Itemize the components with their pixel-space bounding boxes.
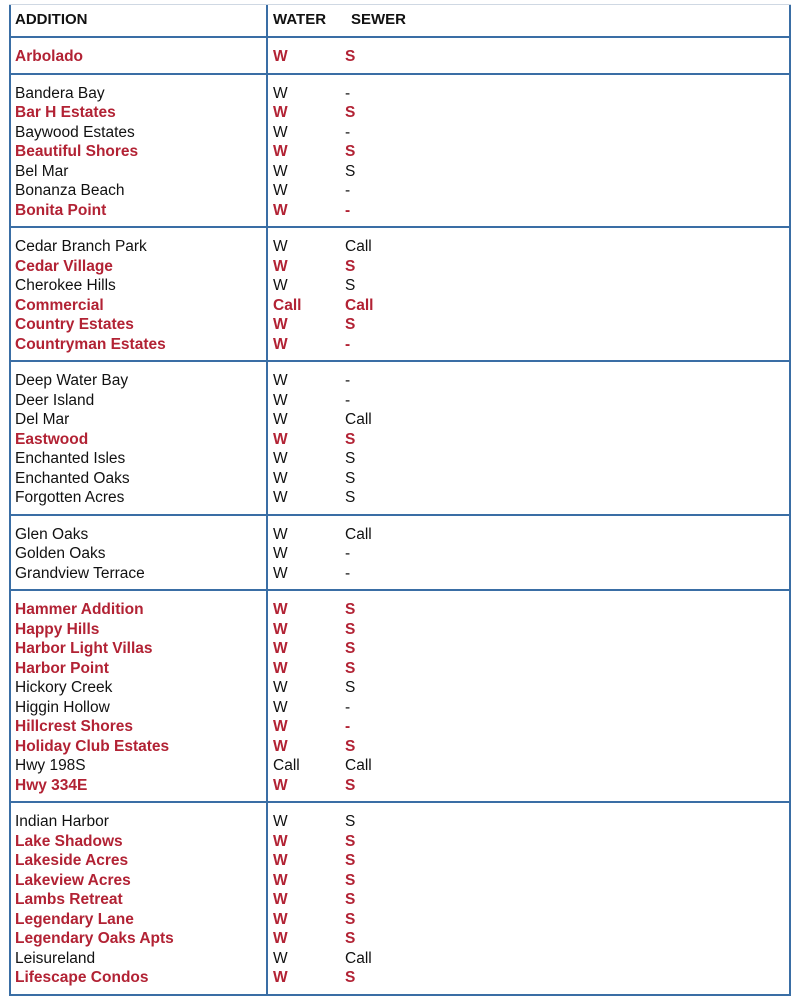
table-row	[11, 237, 789, 257]
sewer-value: S	[345, 969, 356, 986]
table-row	[11, 257, 789, 277]
table-row	[11, 296, 789, 316]
water-value: W	[273, 238, 288, 255]
table-row	[11, 639, 789, 659]
sewer-value: S	[345, 104, 356, 121]
water-value: W	[273, 737, 288, 755]
sewer-value: S	[345, 489, 356, 506]
sewer-value: S	[345, 640, 356, 657]
addition-name: Harbor Light Villas	[15, 640, 153, 657]
row-group	[11, 591, 789, 803]
table-row	[11, 335, 789, 355]
water-value: W	[273, 411, 288, 428]
table-row	[11, 410, 789, 430]
addition-name: Legendary Lane	[15, 910, 134, 928]
sewer-value: -	[345, 564, 351, 582]
row-group	[11, 38, 789, 75]
addition-name: Hillcrest Shores	[15, 718, 134, 735]
table-row	[11, 430, 789, 450]
water-value: W	[273, 316, 288, 333]
addition-name: Grandview Terrace	[15, 564, 145, 582]
sewer-value: S	[345, 659, 356, 677]
row-group	[11, 516, 789, 592]
water-value: W	[273, 48, 288, 65]
addition-name: Harbor Point	[15, 659, 109, 677]
table-row	[11, 890, 789, 910]
sewer-value: -	[345, 718, 351, 735]
row-group	[11, 228, 789, 362]
water-value: W	[273, 969, 288, 986]
addition-name: Lakeview Acres	[15, 871, 131, 889]
water-value: W	[273, 698, 288, 716]
water-value: W	[273, 257, 288, 275]
sewer-value: S	[345, 257, 356, 275]
table-row	[11, 871, 789, 891]
table-row	[11, 201, 789, 221]
table-row	[11, 103, 789, 123]
table-row	[11, 123, 789, 143]
sewer-value: Call	[345, 238, 372, 255]
sewer-value: S	[345, 852, 356, 869]
addition-name: Golden Oaks	[15, 545, 106, 562]
table-row	[11, 84, 789, 104]
addition-name: Arbolado	[15, 48, 84, 65]
addition-name: Eastwood	[15, 430, 89, 448]
water-value: W	[273, 891, 288, 908]
table-row	[11, 968, 789, 988]
sewer-value: Call	[345, 757, 372, 774]
table-row	[11, 469, 789, 489]
header-water: WATER	[273, 11, 327, 28]
addition-services-table	[9, 5, 791, 996]
water-value: W	[273, 601, 288, 618]
table-row	[11, 142, 789, 162]
addition-name: Bandera Bay	[15, 84, 105, 102]
addition-name: Bonita Point	[15, 201, 107, 219]
sewer-value: S	[345, 48, 356, 65]
addition-name: Hwy 334E	[15, 776, 88, 794]
water-value: W	[273, 143, 288, 160]
table-row	[11, 949, 789, 969]
addition-name: Country Estates	[15, 316, 134, 333]
water-value: W	[273, 545, 288, 562]
sewer-value: S	[345, 430, 356, 448]
table-body	[11, 38, 789, 996]
sewer-value: S	[345, 620, 356, 638]
table-row	[11, 737, 789, 757]
water-value: W	[273, 852, 288, 869]
addition-name: Bel Mar	[15, 162, 69, 180]
addition-name: Legendary Oaks Apts	[15, 930, 174, 947]
water-value: W	[273, 640, 288, 657]
water-value: W	[273, 679, 288, 696]
water-value: W	[273, 659, 288, 677]
table-row	[11, 929, 789, 949]
water-value: W	[273, 718, 288, 735]
water-value: Call	[273, 757, 300, 774]
table-row	[11, 162, 789, 182]
table-row	[11, 371, 789, 391]
addition-name: Lake Shadows	[15, 832, 123, 850]
addition-name: Higgin Hollow	[15, 698, 110, 716]
table-row	[11, 659, 789, 679]
table-row	[11, 181, 789, 201]
sewer-value: S	[345, 776, 356, 794]
addition-name: Lakeside Acres	[15, 852, 129, 869]
row-group	[11, 75, 789, 229]
water-value: W	[273, 489, 288, 506]
water-value: W	[273, 391, 288, 409]
sewer-value: Call	[345, 296, 374, 314]
sewer-value: S	[345, 930, 356, 947]
table-row	[11, 717, 789, 737]
addition-name: Happy Hills	[15, 620, 100, 638]
sewer-value: Call	[345, 411, 372, 428]
addition-name: Deep Water Bay	[15, 372, 129, 389]
sewer-value: -	[345, 201, 351, 219]
addition-name: Leisureland	[15, 949, 96, 967]
header-addition: ADDITION	[15, 11, 88, 28]
addition-name: Lambs Retreat	[15, 891, 123, 908]
addition-name: Enchanted Isles	[15, 450, 126, 467]
water-value: W	[273, 84, 288, 102]
table-row	[11, 620, 789, 640]
water-value: W	[273, 620, 288, 638]
sewer-value: S	[345, 469, 356, 487]
addition-name: Commercial	[15, 296, 104, 314]
sewer-value: S	[345, 601, 356, 618]
water-value: W	[273, 372, 288, 389]
sewer-value: S	[345, 832, 356, 850]
sewer-value: -	[345, 84, 351, 102]
addition-name: Hammer Addition	[15, 601, 144, 618]
water-value: W	[273, 450, 288, 467]
water-value: W	[273, 430, 288, 448]
sewer-value: -	[345, 335, 351, 353]
water-value: W	[273, 832, 288, 850]
table-row	[11, 812, 789, 832]
header-sewer: SEWER	[351, 11, 407, 28]
table-row	[11, 47, 789, 67]
addition-name: Cedar Village	[15, 257, 113, 275]
sewer-value: S	[345, 813, 356, 830]
addition-name: Glen Oaks	[15, 525, 89, 543]
sewer-value: S	[345, 871, 356, 889]
water-value: W	[273, 277, 288, 294]
table-row	[11, 600, 789, 620]
addition-name: Cedar Branch Park	[15, 238, 147, 255]
sewer-value: S	[345, 316, 356, 333]
water-value: W	[273, 910, 288, 928]
table-row	[11, 391, 789, 411]
addition-name: Indian Harbor	[15, 813, 109, 830]
water-value: W	[273, 871, 288, 889]
sewer-value: S	[345, 737, 356, 755]
sewer-value: S	[345, 277, 356, 294]
table-row	[11, 315, 789, 335]
table-header	[11, 5, 789, 38]
table-row	[11, 544, 789, 564]
sewer-value: S	[345, 891, 356, 908]
sewer-value: S	[345, 679, 356, 696]
addition-name: Beautiful Shores	[15, 143, 139, 160]
water-value: W	[273, 104, 288, 121]
sewer-value: -	[345, 545, 351, 562]
sewer-value: Call	[345, 949, 372, 967]
sewer-value: Call	[345, 525, 372, 543]
addition-name: Hwy 198S	[15, 757, 86, 774]
table-row	[11, 832, 789, 852]
sewer-value: -	[345, 372, 351, 389]
table-row	[11, 488, 789, 508]
addition-name: Holiday Club Estates	[15, 737, 170, 755]
table-row	[11, 851, 789, 871]
row-group	[11, 803, 789, 996]
water-value: W	[273, 776, 288, 794]
sewer-value: S	[345, 910, 356, 928]
table-row	[11, 525, 789, 545]
addition-name: Deer Island	[15, 391, 95, 409]
water-value: W	[273, 564, 288, 582]
water-value: W	[273, 123, 288, 141]
table-row	[11, 564, 789, 584]
water-value: W	[273, 525, 288, 543]
water-value: W	[273, 335, 288, 353]
table-row	[11, 678, 789, 698]
addition-name: Del Mar	[15, 411, 70, 428]
addition-name: Bonanza Beach	[15, 182, 125, 199]
table-row	[11, 449, 789, 469]
addition-name: Forgotten Acres	[15, 489, 125, 506]
table-row	[11, 698, 789, 718]
water-value: W	[273, 182, 288, 199]
water-value: W	[273, 469, 288, 487]
table-row	[11, 910, 789, 930]
row-group	[11, 362, 789, 516]
sewer-value: -	[345, 391, 351, 409]
water-value: W	[273, 813, 288, 830]
water-value: W	[273, 930, 288, 947]
water-value: Call	[273, 296, 302, 314]
addition-name: Bar H Estates	[15, 104, 116, 121]
addition-name: Baywood Estates	[15, 123, 135, 141]
water-value: W	[273, 162, 288, 180]
table-row	[11, 756, 789, 776]
addition-name: Cherokee Hills	[15, 277, 116, 294]
table-row	[11, 276, 789, 296]
addition-name: Enchanted Oaks	[15, 469, 130, 487]
sewer-value: S	[345, 450, 356, 467]
sewer-value: S	[345, 162, 356, 180]
table-row	[11, 776, 789, 796]
sewer-value: -	[345, 698, 351, 716]
addition-name: Hickory Creek	[15, 679, 113, 696]
sewer-value: -	[345, 182, 351, 199]
addition-name: Lifescape Condos	[15, 969, 149, 986]
water-value: W	[273, 949, 288, 967]
sewer-value: S	[345, 143, 356, 160]
addition-name: Countryman Estates	[15, 335, 166, 353]
water-value: W	[273, 201, 288, 219]
sewer-value: -	[345, 123, 351, 141]
